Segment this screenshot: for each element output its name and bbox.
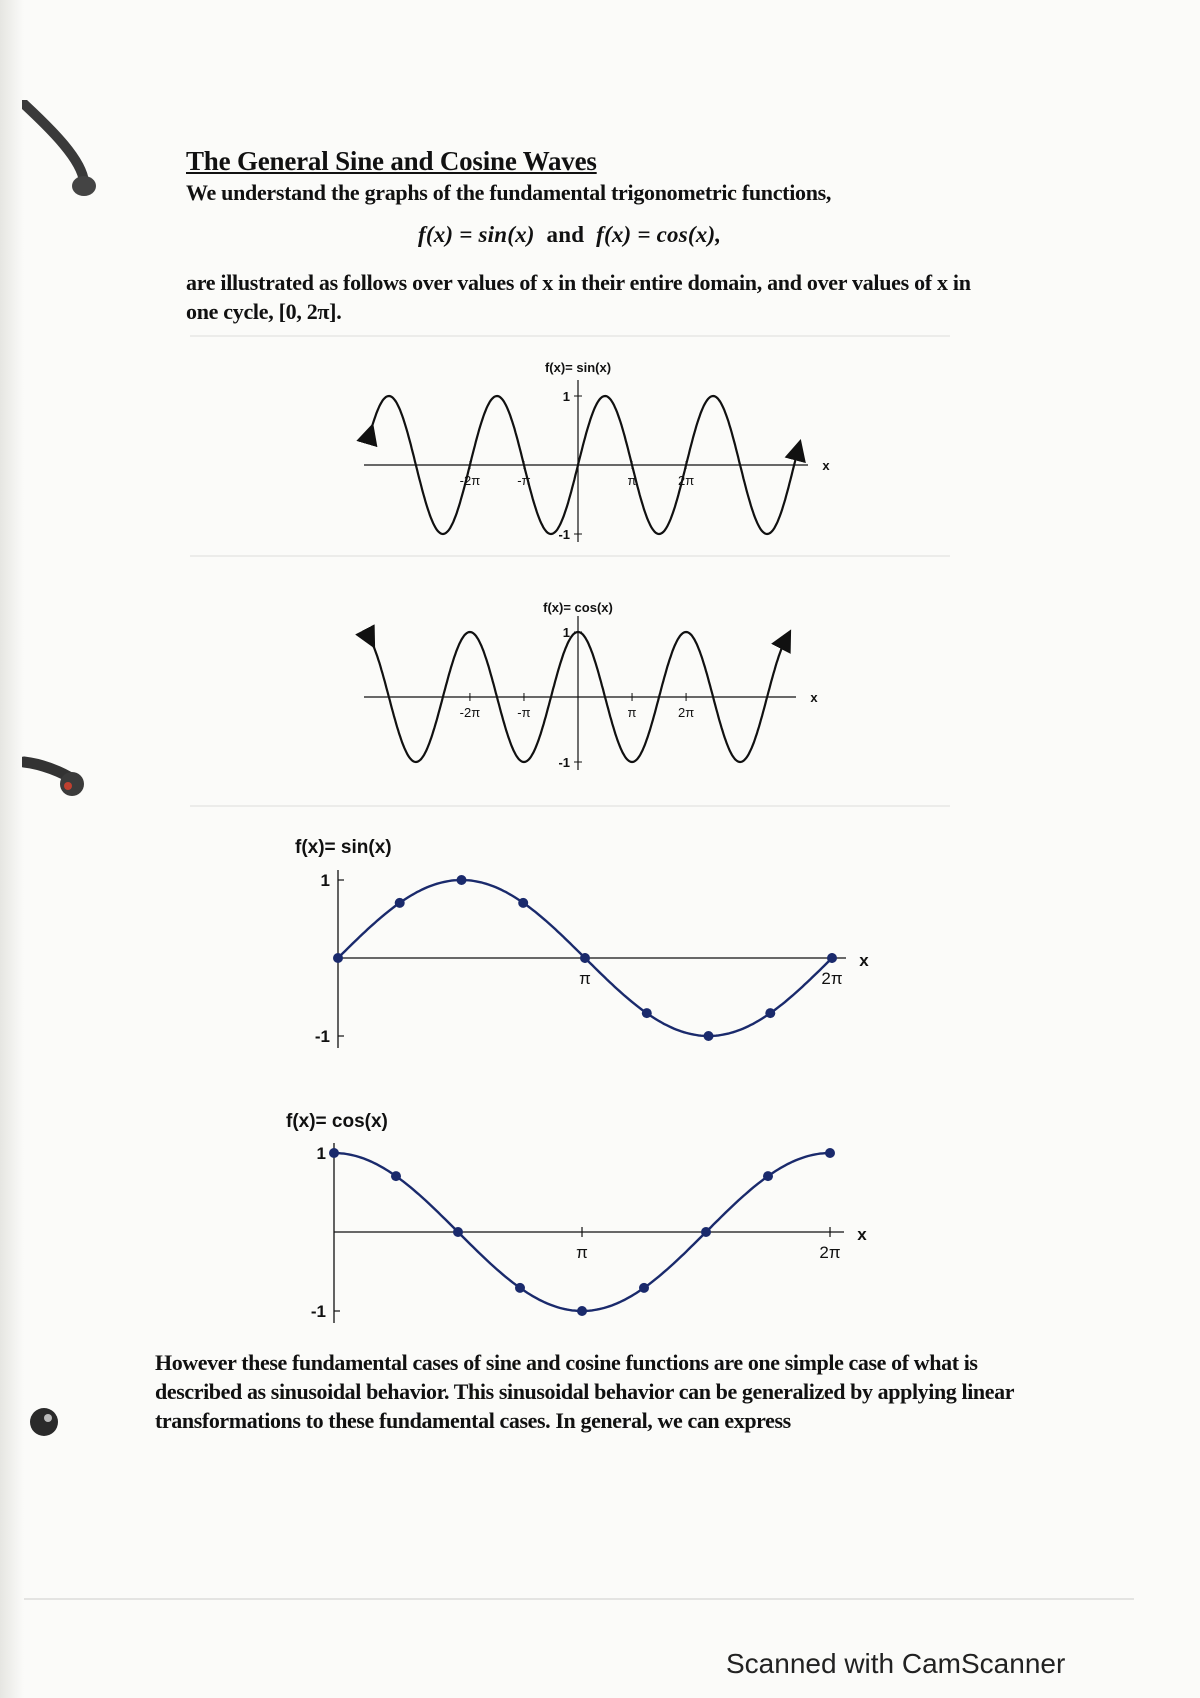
data-point xyxy=(825,1148,835,1158)
x-tick-label: π xyxy=(576,1243,588,1262)
data-point xyxy=(704,1031,714,1041)
data-point xyxy=(639,1283,649,1293)
x-axis-label: x xyxy=(810,690,818,705)
y-tick-label: -1 xyxy=(558,755,570,770)
x-tick-label: 2π xyxy=(677,473,695,488)
x-tick-label: -2π xyxy=(459,473,481,488)
x-tick-label: π xyxy=(579,969,591,988)
data-point xyxy=(395,898,405,908)
x-axis-label: x xyxy=(857,1225,867,1244)
x-axis-label: x xyxy=(822,458,830,473)
y-tick-label: 1 xyxy=(562,389,570,404)
y-tick-label: -1 xyxy=(314,1027,330,1046)
data-point xyxy=(329,1148,339,1158)
formula-sin: f(x) = sin(x) xyxy=(418,222,535,247)
formula-cos: f(x) = cos(x), xyxy=(596,222,722,247)
chart-title: f(x)= sin(x) xyxy=(295,837,392,858)
y-tick-label: -1 xyxy=(310,1302,326,1321)
formula-connector: and xyxy=(546,222,585,247)
data-point xyxy=(453,1227,463,1237)
paragraph-2: However these fundamental cases of sine and cosine functions are one simple case of what is described as sinusoidal behavior. This sinusoidal behavior can be generalized by applying linear transformations to these fundamental cases. In general, we can express xyxy=(155,1350,1014,1433)
data-point xyxy=(518,898,528,908)
x-tick-label: 2π xyxy=(677,705,695,720)
data-point xyxy=(765,1008,775,1018)
charts-group xyxy=(286,360,869,1323)
data-point xyxy=(827,953,837,963)
x-tick-label: -π xyxy=(517,473,531,488)
y-tick-label: -1 xyxy=(558,527,570,542)
paragraph-1: are illustrated as follows over values of x in their entire domain, and over values of x in one cycle, [0, 2π]. xyxy=(186,270,971,324)
y-tick-label: 1 xyxy=(562,625,570,640)
chart-title: f(x)= sin(x) xyxy=(544,360,612,375)
y-tick-label: 1 xyxy=(320,871,330,890)
chart-title: f(x)= cos(x) xyxy=(543,600,613,615)
y-tick-label: 1 xyxy=(316,1144,326,1163)
x-tick-label: 2π xyxy=(821,969,843,988)
x-tick-label: -π xyxy=(517,705,531,720)
section-heading: The General Sine and Cosine Waves xyxy=(186,146,597,176)
data-point xyxy=(457,875,467,885)
data-point xyxy=(391,1171,401,1181)
data-point xyxy=(701,1227,711,1237)
data-point xyxy=(580,953,590,963)
scanner-watermark: Scanned with CamScanner xyxy=(726,1648,1066,1679)
x-tick-label: π xyxy=(627,473,637,488)
data-point xyxy=(642,1008,652,1018)
data-point xyxy=(515,1283,525,1293)
data-point xyxy=(333,953,343,963)
data-point xyxy=(577,1306,587,1316)
intro-text: We understand the graphs of the fundamental trigonometric functions, xyxy=(186,180,832,205)
x-axis-label: x xyxy=(859,951,869,970)
x-tick-label: π xyxy=(627,705,637,720)
data-point xyxy=(763,1171,773,1181)
x-tick-label: -2π xyxy=(459,705,481,720)
chart-title: f(x)= cos(x) xyxy=(286,1111,388,1132)
x-tick-label: 2π xyxy=(819,1243,841,1262)
